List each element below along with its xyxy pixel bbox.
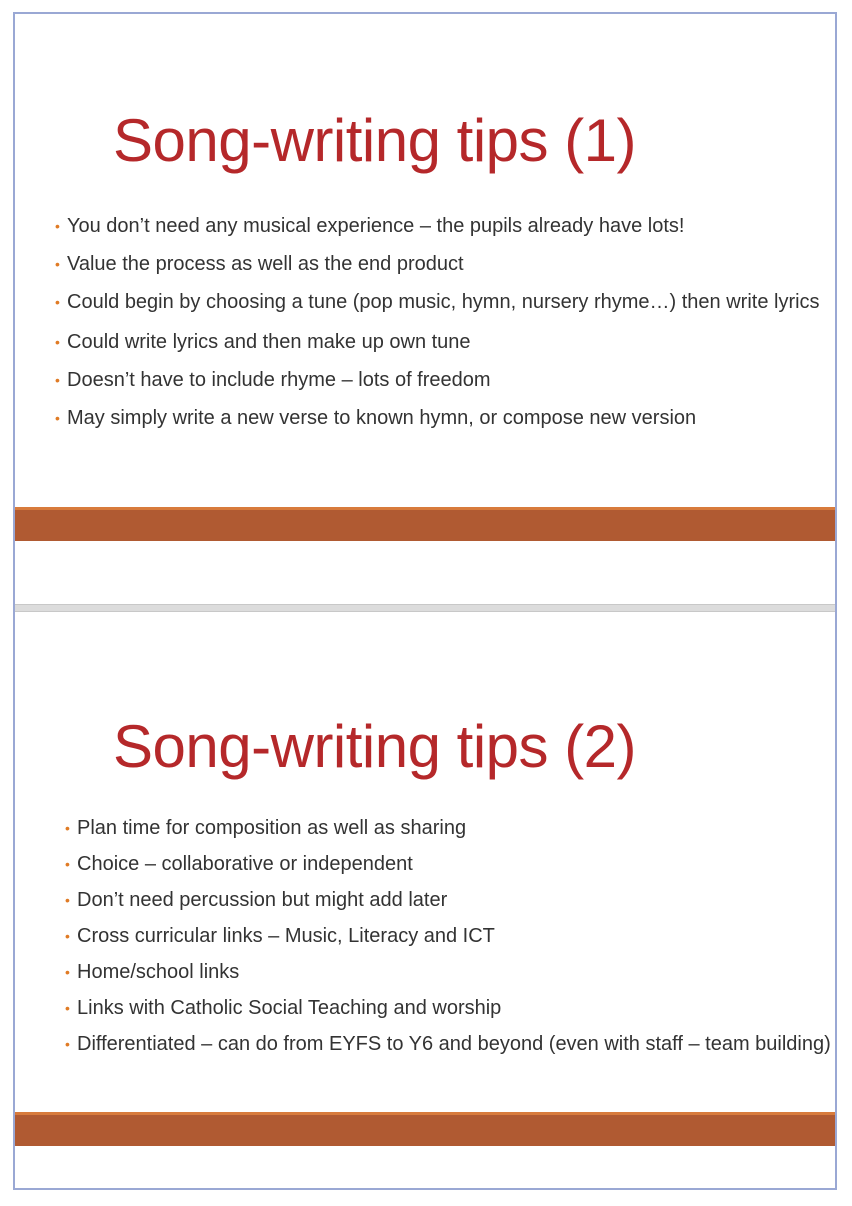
bullet-item <box>65 888 835 912</box>
slide-1 <box>15 14 835 604</box>
bullet-marker-icon: • <box>55 256 60 272</box>
bullet-marker-icon: • <box>65 964 70 980</box>
bullet-text: Cross curricular links – Music, Literacy and ICT <box>77 925 495 947</box>
bullet-item <box>55 406 825 430</box>
bullet-item <box>65 960 835 984</box>
slide-separator <box>15 604 835 612</box>
bullet-text: Choice – collaborative or independent <box>77 853 413 875</box>
bullet-item <box>55 214 825 238</box>
bullet-text: May simply write a new verse to known hymn, or compose new version <box>67 407 697 429</box>
slide-2-bullet-list <box>65 816 835 1068</box>
bullet-item <box>65 852 835 876</box>
bullet-marker-icon: • <box>55 218 60 234</box>
bullet-marker-icon: • <box>55 334 60 350</box>
slide-2-title: Song-writing tips (2) <box>113 713 637 780</box>
bullet-text: Could write lyrics and then make up own tune <box>67 331 471 353</box>
bullet-item <box>65 924 835 948</box>
bullet-text: Home/school links <box>77 961 240 983</box>
bullet-text: Value the process as well as the end product <box>67 253 464 275</box>
bullet-text: Differentiated – can do from EYFS to Y6 and beyond (even with staff – team building) <box>77 1033 831 1055</box>
bullet-marker-icon: • <box>55 410 60 426</box>
bullet-marker-icon: • <box>65 928 70 944</box>
bullet-marker-icon: • <box>55 372 60 388</box>
bullet-marker-icon: • <box>65 1000 70 1016</box>
bullet-marker-icon: • <box>65 1036 70 1052</box>
slide-1-bullet-list <box>55 214 825 444</box>
bullet-item <box>55 368 825 392</box>
slide-2 <box>15 612 835 1188</box>
bullet-item <box>55 290 825 314</box>
bullet-marker-icon: • <box>65 892 70 908</box>
bullet-text: You don’t need any musical experience – the pupils already have lots! <box>67 215 685 237</box>
bullet-text: Could begin by choosing a tune (pop music, hymn, nursery rhyme…) then write lyrics <box>67 291 820 313</box>
bullet-item <box>65 996 835 1020</box>
bullet-item <box>55 252 825 276</box>
slide-1-footer-bar <box>15 507 835 541</box>
bullet-text: Don’t need percussion but might add later <box>77 889 448 911</box>
slide-1-title: Song-writing tips (1) <box>113 107 637 174</box>
bullet-item <box>55 330 825 354</box>
bullet-marker-icon: • <box>65 820 70 836</box>
bullet-marker-icon: • <box>55 294 60 310</box>
bullet-text: Links with Catholic Social Teaching and worship <box>77 997 502 1019</box>
bullet-item <box>65 1032 835 1056</box>
slide-page-frame <box>13 12 837 1190</box>
slide-2-footer-bar <box>15 1112 835 1146</box>
bullet-text: Doesn’t have to include rhyme – lots of freedom <box>67 369 491 391</box>
bullet-marker-icon: • <box>65 856 70 872</box>
bullet-item <box>65 816 835 840</box>
bullet-text: Plan time for composition as well as sharing <box>77 817 467 839</box>
